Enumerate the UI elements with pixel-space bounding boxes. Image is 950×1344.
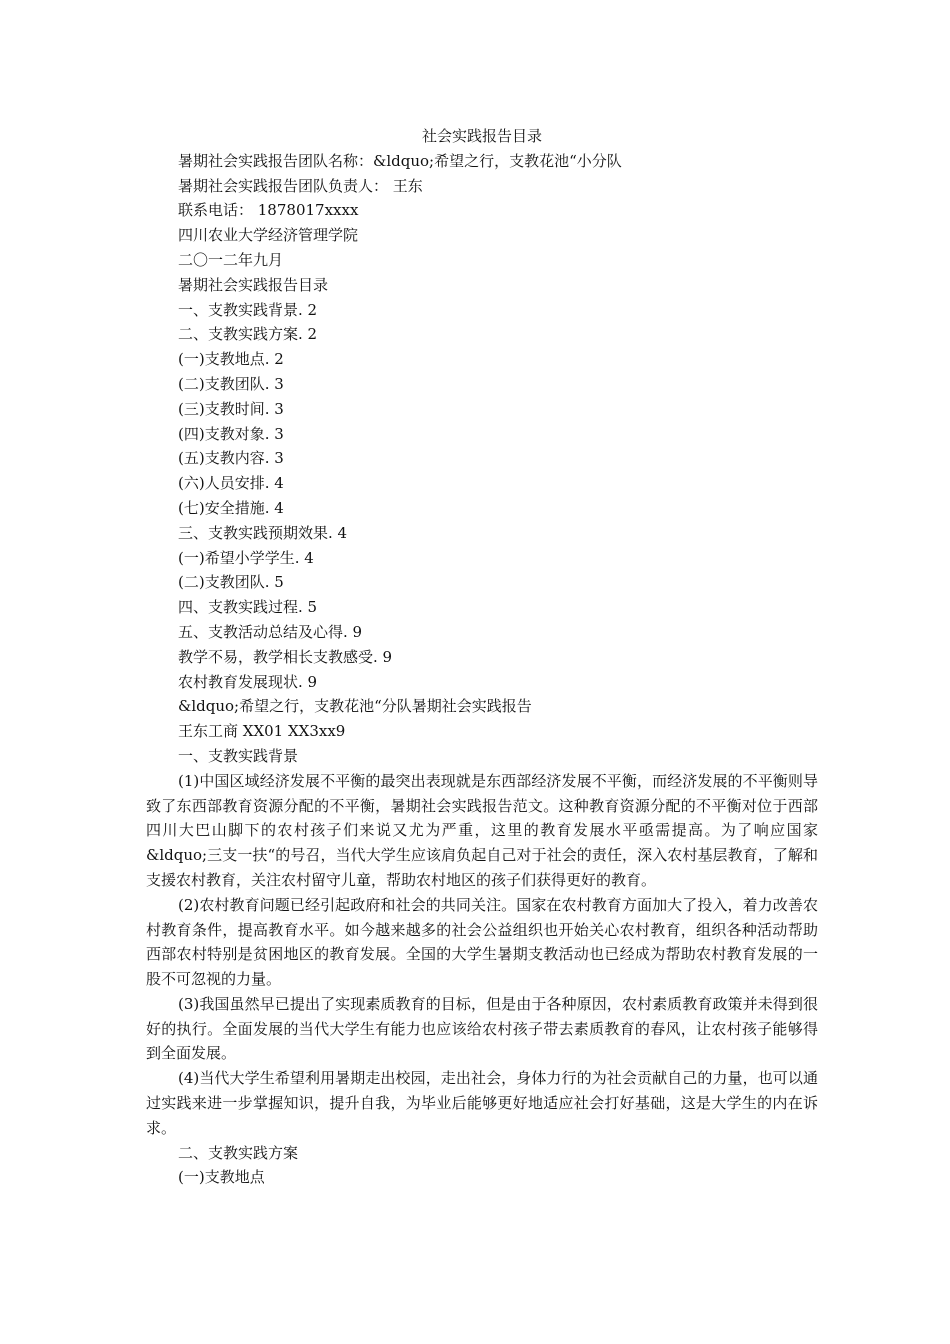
- toc-item: 农村教育发展现状. 9: [178, 672, 318, 691]
- report-title-line: &ldquo;希望之行，支教花池“分队暑期社会实践报告: [178, 697, 532, 716]
- body-paragraph: (2)农村教育问题已经引起政府和社会的共同关注。国家在农村教育方面加大了投入，着力改善农村教育条件，提高教育水平。如今越来越多的社会公益组织也开始关心农村教育，组织各种活动帮助西部农村特别是贫困地区的教育发展。全国的大学生暑期支教活动也已经成为帮助农村教育发展的一股不可忽视的力量。: [146, 895, 818, 989]
- toc-item: (二)支教团队. 3: [178, 374, 284, 393]
- date-line: 二〇一二年九月: [178, 250, 284, 269]
- toc-item: (七)安全措施. 4: [178, 498, 284, 517]
- team-name-line: 暑期社会实践报告团队名称：&ldquo;希望之行，支教花池“小分队: [178, 151, 622, 170]
- toc-item: 一、支教实践背景. 2: [178, 300, 318, 319]
- section-heading: 二、支教实践方案: [178, 1143, 299, 1162]
- toc-item: 五、支教活动总结及心得. 9: [178, 622, 363, 641]
- toc-item: (三)支教时间. 3: [178, 399, 284, 418]
- phone-line: 联系电话： 1878017xxxx: [178, 201, 359, 220]
- toc-item: 教学不易，教学相长支教感受. 9: [178, 647, 393, 666]
- toc-item: (四)支教对象. 3: [178, 424, 284, 443]
- body-paragraph: (4)当代大学生希望利用暑期走出校园，走出社会，身体力行的为社会贡献自己的力量，也可以通过实践来进一步掌握知识，提升自我，为毕业后能够更好地适应社会打好基础，这是大学生的内在诉求。: [146, 1069, 818, 1137]
- section-heading: 一、支教实践背景: [178, 746, 299, 765]
- toc-item: 三、支教实践预期效果. 4: [178, 523, 348, 542]
- toc-item: (五)支教内容. 3: [178, 449, 284, 468]
- body-paragraph: (3)我国虽然早已提出了实现素质教育的目标，但是由于各种原因，农村素质教育政策并未得到很好的执行。全面发展的当代大学生有能力也应该给农村孩子带去素质教育的春风，让农村孩子能够得到全面发展。: [146, 994, 818, 1063]
- toc-item: 四、支教实践过程. 5: [178, 598, 318, 617]
- college-line: 四川农业大学经济管理学院: [178, 226, 359, 245]
- toc-item: (二)支教团队. 5: [178, 573, 284, 592]
- toc-heading: 暑期社会实践报告目录: [178, 275, 329, 294]
- toc-item: (六)人员安排. 4: [178, 474, 284, 493]
- toc-item: (一)希望小学学生. 4: [178, 548, 314, 567]
- document-title: 社会实践报告目录: [421, 127, 542, 145]
- team-leader-line: 暑期社会实践报告团队负责人： 王东: [178, 176, 423, 195]
- document-page: [146, 124, 818, 1190]
- toc-item: 二、支教实践方案. 2: [178, 325, 318, 344]
- author-line: 王东工商 XX01 XX3xx9: [178, 722, 346, 741]
- subsection-heading: (一)支教地点: [178, 1168, 265, 1187]
- toc-item: (一)支教地点. 2: [178, 350, 284, 369]
- body-paragraph: (1)中国区域经济发展不平衡的最突出表现就是东西部经济发展不平衡，而经济发展的不平衡则导致了东西部教育资源分配的不平衡，暑期社会实践报告范文。这种教育资源分配的不平衡对位于西部四川大巴山脚下的农村孩子们来说又尤为严重，这里的教育发展水平亟需提高。为了响应国家&ldquo;三支一扶“的号召，当代大学生应该肩负起自己对于社会的责任，深入农村基层教育，了解和支援农村教育，关注农村留守儿童，帮助农村地区的孩子们获得更好的教育。: [146, 771, 818, 889]
